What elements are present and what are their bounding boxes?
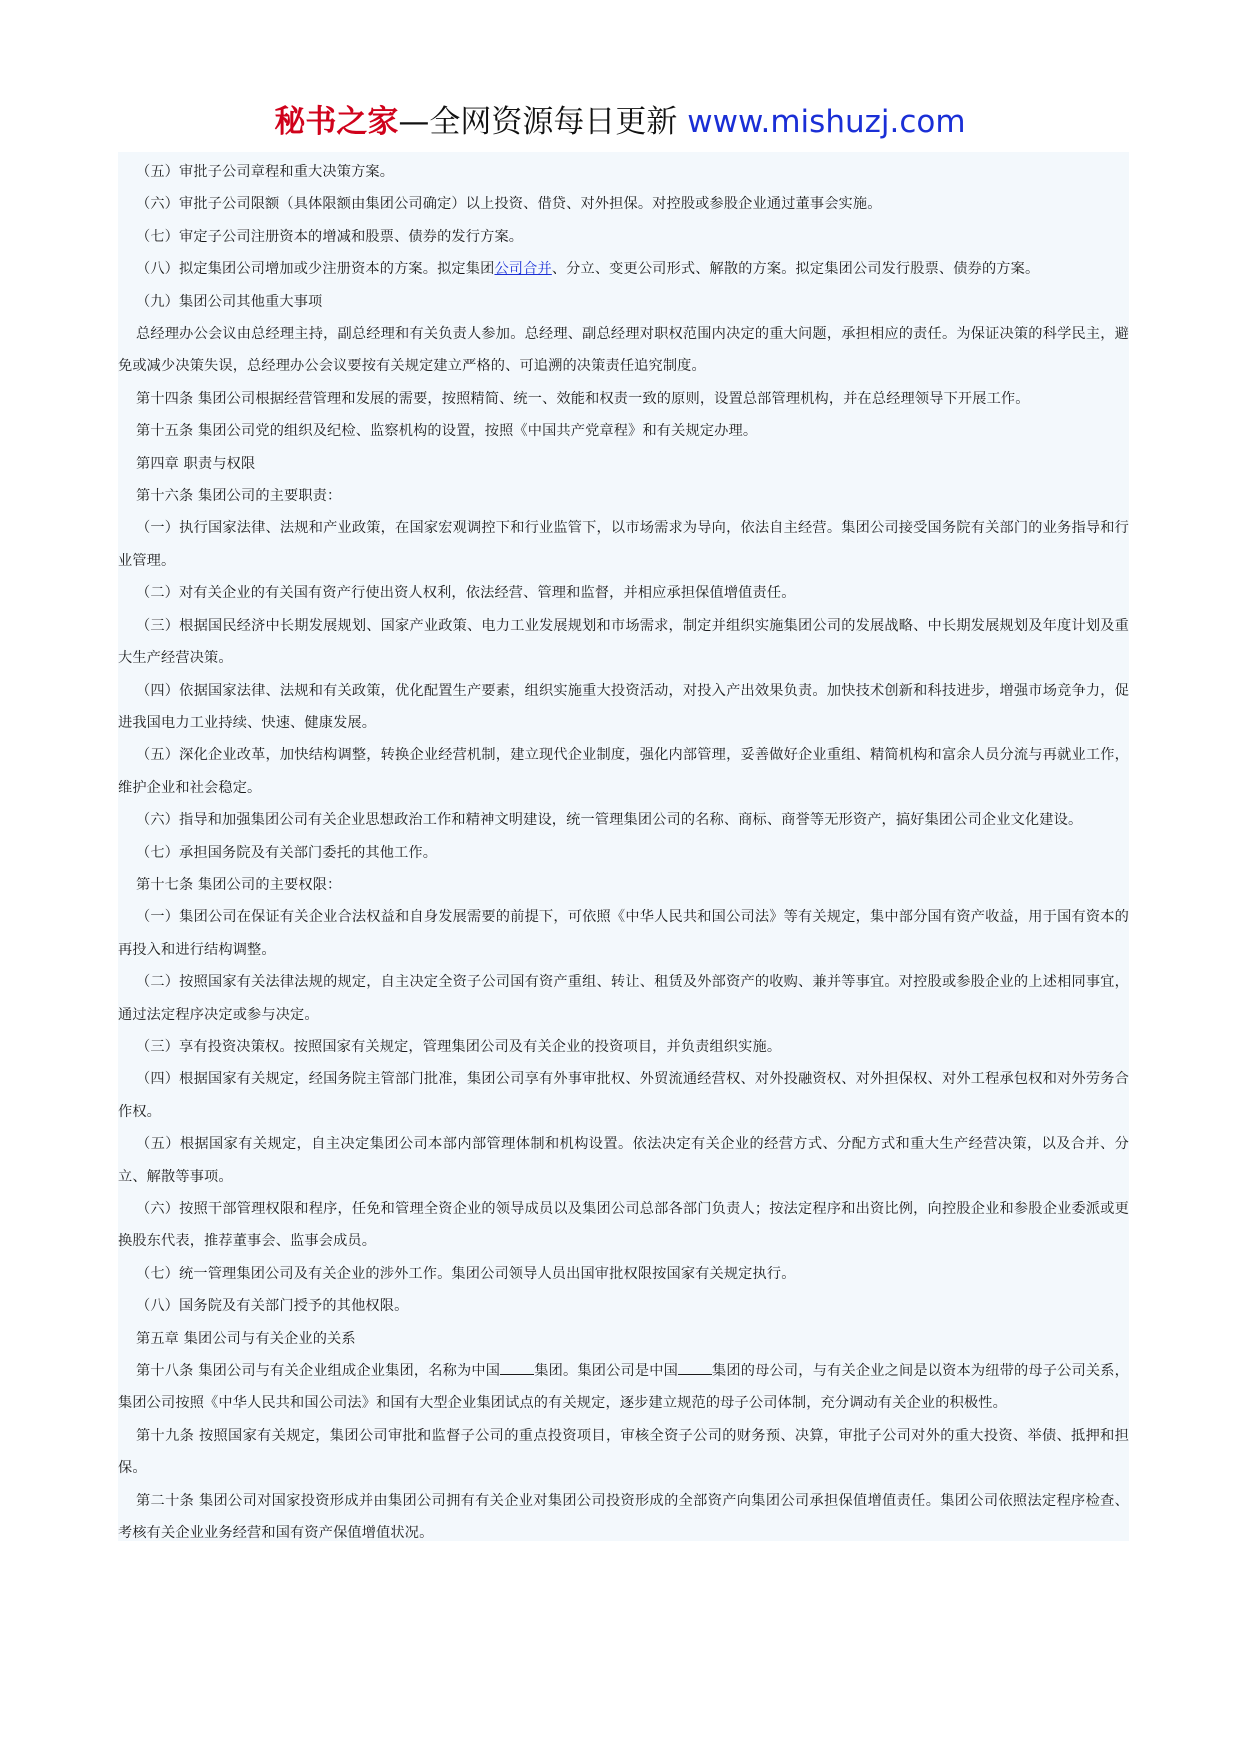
paragraph: （二）对有关企业的有关国有资产行使出资人权利，依法经营、管理和监督，并相应承担保值增值责任。 <box>136 585 796 602</box>
paragraph: （五）深化企业改革，加快结构调整，转换企业经营机制，建立现代企业制度，强化内部管理，妥善做好企业重组、精简机构和富余人员分流与再就业工作，维护企业和社会稳定。 <box>118 747 1129 796</box>
paragraph: （六）指导和加强集团公司有关企业思想政治工作和精神文明建设，统一管理集团公司的名称、商标、商誉等无形资产，搞好集团公司企业文化建设。 <box>136 812 1083 829</box>
article-17: 第十七条 集团公司的主要权限： <box>136 876 342 893</box>
article-15: 第十五条 集团公司党的组织及纪检、监察机构的设置，按照《中国共产党章程》和有关规定办理。 <box>136 423 758 440</box>
article-19: 第十九条 按照国家有关规定，集团公司审批和监督子公司的重点投资项目，审核全资子公司的财务预、决算，审批子公司对外的重大投资、举债、抵押和担保。 <box>118 1427 1129 1477</box>
site-slogan: —全网资源每日更新 <box>398 104 688 140</box>
paragraph-text: 集团的母公司，与有关企业之间是以资本为纽带的母子公司关系，集团公司按照《中华人民共和国公司法》和国有大型企业集团试点的有关规定，逐步建立规范的母子公司体制，充分调动有关企业的积极性。 <box>118 1363 1129 1412</box>
paragraph: （一）集团公司在保证有关企业合法权益和自身发展需要的前提下，可依照《中华人民共和国公司法》等有关规定，集中部分国有资产收益，用于国有资本的再投入和进行结构调整。 <box>118 909 1129 958</box>
paragraph-text: 、分立、变更公司形式、解散的方案。拟定集团公司发行股票、债券的方案。 <box>551 261 1040 278</box>
chapter-heading: 第四章 职责与权限 <box>136 455 256 472</box>
paragraph-text: 集团。集团公司是中国 <box>534 1363 678 1380</box>
paragraph: （二）按照国家有关法律法规的规定，自主决定全资子公司国有资产重组、转让、租赁及外部资产的收购、兼并等事宜。对控股或参股企业的上述相同事宜，通过法定程序决定或参与决定。 <box>118 974 1129 1023</box>
paragraph: 总经理办公会议由总经理主持，副总经理和有关负责人参加。总经理、副总经理对职权范围内决定的重大问题，承担相应的责任。为保证决策的科学民主，避免或减少决策失误，总经理办公会议要按有关规定建立严格的、可追溯的决策责任追究制度。 <box>118 326 1129 375</box>
blank-line <box>500 1360 534 1375</box>
article-18 <box>118 1355 1129 1420</box>
company-merger-link[interactable]: 公司合并 <box>494 261 552 278</box>
paragraph <box>118 253 1129 285</box>
paragraph: （七）统一管理集团公司及有关企业的涉外工作。集团公司领导人员出国审批权限按国家有关规定执行。 <box>136 1265 796 1282</box>
paragraph-text: （八）拟定集团公司增加或少注册资本的方案。拟定集团 <box>136 261 495 278</box>
chapter-heading: 第五章 集团公司与有关企业的关系 <box>136 1330 356 1347</box>
article-14: 第十四条 集团公司根据经营管理和发展的需要，按照精简、统一、效能和权责一致的原则，设置总部管理机构，并在总经理领导下开展工作。 <box>136 390 1030 407</box>
paragraph: （四）根据国家有关规定，经国务院主管部门批准，集团公司享有外事审批权、外贸流通经营权、对外投融资权、对外担保权、对外工程承包权和对外劳务合作权。 <box>118 1071 1129 1120</box>
paragraph: （六）审批子公司限额（具体限额由集团公司确定）以上投资、借贷、对外担保。对控股或参股企业通过董事会实施。 <box>136 196 882 213</box>
site-banner <box>0 96 1240 148</box>
article-20: 第二十条 集团公司对国家投资形成并由集团公司拥有有关企业对集团公司投资形成的全部资产向集团公司承担保值增值责任。集团公司依照法定程序检查、考核有关企业业务经营和国有资产保值增值状况。 <box>118 1492 1129 1542</box>
article-16: 第十六条 集团公司的主要职责： <box>136 488 342 505</box>
blank-line <box>678 1360 712 1375</box>
paragraph: （八）国务院及有关部门授予的其他权限。 <box>136 1298 409 1315</box>
paragraph: （六）按照干部管理权限和程序，任免和管理全资企业的领导成员以及集团公司总部各部门负责人；按法定程序和出资比例，向控股企业和参股企业委派或更换股东代表，推荐董事会、监事会成员。 <box>118 1201 1129 1250</box>
site-url[interactable]: www.mishuzj.com <box>687 104 966 140</box>
paragraph: （七）承担国务院及有关部门委托的其他工作。 <box>136 844 438 861</box>
paragraph: （五）根据国家有关规定，自主决定集团公司本部内部管理体制和机构设置。依法决定有关企业的经营方式、分配方式和重大生产经营决策，以及合并、分立、解散等事项。 <box>118 1136 1129 1185</box>
site-brand: 秘书之家 <box>274 104 399 140</box>
paragraph: （一）执行国家法律、法规和产业政策，在国家宏观调控下和行业监管下，以市场需求为导向，依法自主经营。集团公司接受国务院有关部门的业务指导和行业管理。 <box>118 520 1129 569</box>
paragraph: （四）依据国家法律、法规和有关政策，优化配置生产要素，组织实施重大投资活动，对投入产出效果负责。加快技术创新和科技进步，增强市场竞争力，促进我国电力工业持续、快速、健康发展。 <box>118 682 1129 731</box>
paragraph: （三）享有投资决策权。按照国家有关规定，管理集团公司及有关企业的投资项目，并负责组织实施。 <box>136 1038 782 1055</box>
paragraph-text: 第十八条 集团公司与有关企业组成企业集团，名称为中国 <box>136 1363 501 1380</box>
paragraph: （九）集团公司其他重大事项 <box>136 293 323 310</box>
paragraph: （五）审批子公司章程和重大决策方案。 <box>136 164 395 180</box>
paragraph: （三）根据国民经济中长期发展规划、国家产业政策、电力工业发展规划和市场需求，制定并组织实施集团公司的发展战略、中长期发展规划及年度计划及重大生产经营决策。 <box>118 617 1129 667</box>
document-body <box>118 152 1129 1541</box>
paragraph: （七）审定子公司注册资本的增减和股票、债券的发行方案。 <box>136 228 524 245</box>
